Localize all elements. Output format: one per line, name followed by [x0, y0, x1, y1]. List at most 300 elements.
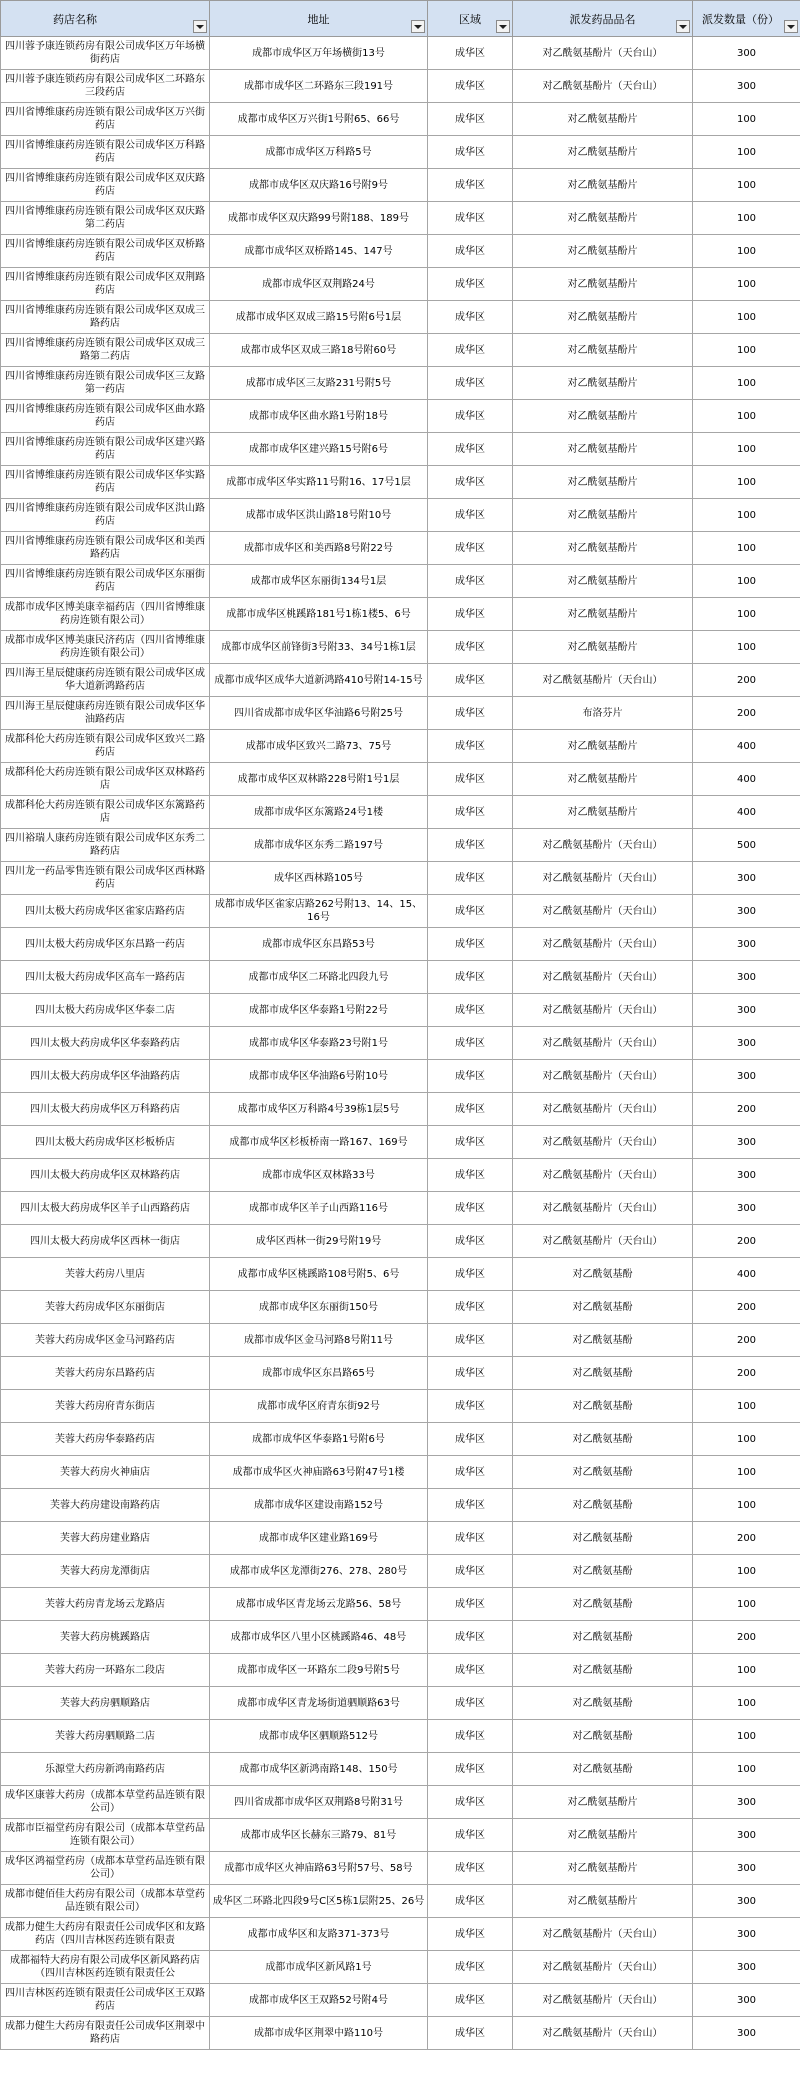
- quantity-cell[interactable]: 300: [693, 1126, 800, 1159]
- address-cell[interactable]: 成华区二环路北四段9号C区5栋1层附25、26号: [210, 1885, 428, 1918]
- store-name-cell[interactable]: 芙蓉大药房建业路店: [1, 1522, 210, 1555]
- address-cell[interactable]: 成都市成华区新风路1号: [210, 1951, 428, 1984]
- address-cell[interactable]: 成都市成华区一环路东二段9号附5号: [210, 1654, 428, 1687]
- address-cell[interactable]: 成都市成华区万年场横街13号: [210, 37, 428, 70]
- address-cell[interactable]: 成都市成华区双荆路24号: [210, 268, 428, 301]
- medicine-cell[interactable]: 对乙酰氨基酚片: [513, 631, 693, 664]
- quantity-cell[interactable]: 100: [693, 301, 800, 334]
- medicine-cell[interactable]: 对乙酰氨基酚: [513, 1621, 693, 1654]
- store-name-cell[interactable]: 四川海王星辰健康药房连锁有限公司成华区成华大道新鸿路药店: [1, 664, 210, 697]
- district-cell[interactable]: 成华区: [428, 895, 513, 928]
- store-name-cell[interactable]: 四川省博维康药房连锁有限公司成华区双荆路药店: [1, 268, 210, 301]
- quantity-cell[interactable]: 200: [693, 1357, 800, 1390]
- medicine-cell[interactable]: 对乙酰氨基酚片（天台山）: [513, 1225, 693, 1258]
- quantity-cell[interactable]: 100: [693, 532, 800, 565]
- quantity-cell[interactable]: 100: [693, 1588, 800, 1621]
- store-name-cell[interactable]: 芙蓉大药房桃蹊路店: [1, 1621, 210, 1654]
- quantity-cell[interactable]: 300: [693, 1984, 800, 2017]
- address-cell[interactable]: 成都市成华区杉板桥南一路167、169号: [210, 1126, 428, 1159]
- address-cell[interactable]: 成都市成华区青龙场云龙路56、58号: [210, 1588, 428, 1621]
- store-name-cell[interactable]: 四川省博维康药房连锁有限公司成华区三友路第一药店: [1, 367, 210, 400]
- medicine-cell[interactable]: 对乙酰氨基酚片: [513, 763, 693, 796]
- store-name-cell[interactable]: 四川省博维康药房连锁有限公司成华区万兴街药店: [1, 103, 210, 136]
- quantity-cell[interactable]: 300: [693, 2017, 800, 2050]
- store-name-cell[interactable]: 四川太极大药房成华区华泰二店: [1, 994, 210, 1027]
- district-cell[interactable]: 成华区: [428, 1918, 513, 1951]
- medicine-cell[interactable]: 对乙酰氨基酚片: [513, 400, 693, 433]
- medicine-cell[interactable]: 对乙酰氨基酚片（天台山）: [513, 1027, 693, 1060]
- store-name-cell[interactable]: 四川蓉予康连锁药房有限公司成华区万年场横街药店: [1, 37, 210, 70]
- quantity-cell[interactable]: 300: [693, 1786, 800, 1819]
- address-cell[interactable]: 成都市成华区华实路11号附16、17号1层: [210, 466, 428, 499]
- medicine-cell[interactable]: 对乙酰氨基酚片（天台山）: [513, 895, 693, 928]
- address-cell[interactable]: 成都市成华区桃蹊路181号1栋1楼5、6号: [210, 598, 428, 631]
- district-cell[interactable]: 成华区: [428, 1357, 513, 1390]
- medicine-cell[interactable]: 对乙酰氨基酚: [513, 1456, 693, 1489]
- quantity-cell[interactable]: 500: [693, 829, 800, 862]
- district-cell[interactable]: 成华区: [428, 301, 513, 334]
- store-name-cell[interactable]: 芙蓉大药房建设南路药店: [1, 1489, 210, 1522]
- quantity-cell[interactable]: 100: [693, 1687, 800, 1720]
- store-name-cell[interactable]: 四川省博维康药房连锁有限公司成华区建兴路药店: [1, 433, 210, 466]
- quantity-cell[interactable]: 300: [693, 994, 800, 1027]
- district-cell[interactable]: 成华区: [428, 1951, 513, 1984]
- filter-dropdown-button[interactable]: [193, 20, 207, 33]
- quantity-cell[interactable]: 200: [693, 697, 800, 730]
- address-cell[interactable]: 成都市成华区建业路169号: [210, 1522, 428, 1555]
- quantity-cell[interactable]: 300: [693, 70, 800, 103]
- district-cell[interactable]: 成华区: [428, 1093, 513, 1126]
- address-cell[interactable]: 成都市成华区府青东街92号: [210, 1390, 428, 1423]
- store-name-cell[interactable]: 芙蓉大药房驷顺路二店: [1, 1720, 210, 1753]
- quantity-cell[interactable]: 300: [693, 1819, 800, 1852]
- address-cell[interactable]: 成都市成华区二环路北四段九号: [210, 961, 428, 994]
- quantity-cell[interactable]: 100: [693, 400, 800, 433]
- filter-dropdown-button[interactable]: [676, 20, 690, 33]
- store-name-cell[interactable]: 四川省博维康药房连锁有限公司成华区曲水路药店: [1, 400, 210, 433]
- store-name-cell[interactable]: 芙蓉大药房龙潭街店: [1, 1555, 210, 1588]
- address-cell[interactable]: 成都市成华区万科路4号39栋1层5号: [210, 1093, 428, 1126]
- district-cell[interactable]: 成华区: [428, 994, 513, 1027]
- quantity-cell[interactable]: 300: [693, 1060, 800, 1093]
- store-name-cell[interactable]: 四川海王星辰健康药房连锁有限公司成华区华油路药店: [1, 697, 210, 730]
- medicine-cell[interactable]: 对乙酰氨基酚片: [513, 1852, 693, 1885]
- district-cell[interactable]: 成华区: [428, 103, 513, 136]
- medicine-cell[interactable]: 对乙酰氨基酚: [513, 1720, 693, 1753]
- address-cell[interactable]: 成都市成华区和美西路8号附22号: [210, 532, 428, 565]
- address-cell[interactable]: 成都市成华区火神庙路63号附57号、58号: [210, 1852, 428, 1885]
- store-name-cell[interactable]: 四川省博维康药房连锁有限公司成华区万科路药店: [1, 136, 210, 169]
- district-cell[interactable]: 成华区: [428, 169, 513, 202]
- quantity-cell[interactable]: 100: [693, 631, 800, 664]
- district-cell[interactable]: 成华区: [428, 1885, 513, 1918]
- address-cell[interactable]: 成都市成华区东昌路65号: [210, 1357, 428, 1390]
- medicine-cell[interactable]: 对乙酰氨基酚片（天台山）: [513, 70, 693, 103]
- quantity-cell[interactable]: 400: [693, 763, 800, 796]
- medicine-cell[interactable]: 对乙酰氨基酚: [513, 1390, 693, 1423]
- district-cell[interactable]: 成华区: [428, 37, 513, 70]
- medicine-cell[interactable]: 对乙酰氨基酚: [513, 1258, 693, 1291]
- medicine-cell[interactable]: 对乙酰氨基酚片: [513, 235, 693, 268]
- quantity-cell[interactable]: 100: [693, 433, 800, 466]
- quantity-cell[interactable]: 100: [693, 1390, 800, 1423]
- quantity-cell[interactable]: 300: [693, 1027, 800, 1060]
- store-name-cell[interactable]: 四川蓉予康连锁药房有限公司成华区二环路东三段药店: [1, 70, 210, 103]
- store-name-cell[interactable]: 四川太极大药房成华区东昌路一药店: [1, 928, 210, 961]
- medicine-cell[interactable]: 对乙酰氨基酚: [513, 1423, 693, 1456]
- store-name-cell[interactable]: 四川裕瑞人康药房连锁有限公司成华区东秀二路药店: [1, 829, 210, 862]
- district-cell[interactable]: 成华区: [428, 631, 513, 664]
- address-cell[interactable]: 成都市成华区洪山路18号附10号: [210, 499, 428, 532]
- district-cell[interactable]: 成华区: [428, 1555, 513, 1588]
- store-name-cell[interactable]: 芙蓉大药房华泰路药店: [1, 1423, 210, 1456]
- medicine-cell[interactable]: 对乙酰氨基酚片: [513, 103, 693, 136]
- address-cell[interactable]: 成都市成华区长赫东三路79、81号: [210, 1819, 428, 1852]
- store-name-cell[interactable]: 成都市成华区博美康幸福药店（四川省博维康药房连锁有限公司）: [1, 598, 210, 631]
- store-name-cell[interactable]: 成都科伦大药房连锁有限公司成华区东篱路药店: [1, 796, 210, 829]
- district-cell[interactable]: 成华区: [428, 1258, 513, 1291]
- store-name-cell[interactable]: 成都科伦大药房连锁有限公司成华区致兴二路药店: [1, 730, 210, 763]
- address-cell[interactable]: 成都市成华区东昌路53号: [210, 928, 428, 961]
- address-cell[interactable]: 成都市成华区双桥路145、147号: [210, 235, 428, 268]
- quantity-cell[interactable]: 400: [693, 796, 800, 829]
- quantity-cell[interactable]: 100: [693, 136, 800, 169]
- medicine-cell[interactable]: 对乙酰氨基酚片: [513, 433, 693, 466]
- quantity-cell[interactable]: 100: [693, 103, 800, 136]
- address-cell[interactable]: 成都市成华区金马河路8号附11号: [210, 1324, 428, 1357]
- store-name-cell[interactable]: 四川省博维康药房连锁有限公司成华区双成三路第二药店: [1, 334, 210, 367]
- address-cell[interactable]: 四川省成都市成华区双荆路8号附31号: [210, 1786, 428, 1819]
- district-cell[interactable]: 成华区: [428, 1225, 513, 1258]
- district-cell[interactable]: 成华区: [428, 202, 513, 235]
- district-cell[interactable]: 成华区: [428, 565, 513, 598]
- quantity-cell[interactable]: 100: [693, 235, 800, 268]
- store-name-cell[interactable]: 四川太极大药房成华区羊子山西路药店: [1, 1192, 210, 1225]
- store-name-cell[interactable]: 四川省博维康药房连锁有限公司成华区和美西路药店: [1, 532, 210, 565]
- quantity-cell[interactable]: 300: [693, 37, 800, 70]
- quantity-cell[interactable]: 200: [693, 664, 800, 697]
- address-cell[interactable]: 成都市成华区火神庙路63号附47号1楼: [210, 1456, 428, 1489]
- medicine-cell[interactable]: 对乙酰氨基酚片: [513, 1885, 693, 1918]
- district-cell[interactable]: 成华区: [428, 1489, 513, 1522]
- medicine-cell[interactable]: 对乙酰氨基酚片: [513, 730, 693, 763]
- store-name-cell[interactable]: 成都福特大药房有限公司成华区新风路药店（四川吉林医药连锁有限责任公: [1, 1951, 210, 1984]
- district-cell[interactable]: 成华区: [428, 961, 513, 994]
- district-cell[interactable]: 成华区: [428, 1192, 513, 1225]
- quantity-cell[interactable]: 400: [693, 730, 800, 763]
- store-name-cell[interactable]: 四川龙一药品零售连锁有限公司成华区西林路药店: [1, 862, 210, 895]
- medicine-cell[interactable]: 对乙酰氨基酚: [513, 1753, 693, 1786]
- district-cell[interactable]: 成华区: [428, 466, 513, 499]
- medicine-cell[interactable]: 对乙酰氨基酚片（天台山）: [513, 2017, 693, 2050]
- medicine-cell[interactable]: 对乙酰氨基酚片（天台山）: [513, 37, 693, 70]
- district-cell[interactable]: 成华区: [428, 235, 513, 268]
- address-cell[interactable]: 成都市成华区荆翠中路110号: [210, 2017, 428, 2050]
- store-name-cell[interactable]: 四川吉林医药连锁有限责任公司成华区王双路药店: [1, 1984, 210, 2017]
- medicine-cell[interactable]: 对乙酰氨基酚: [513, 1555, 693, 1588]
- quantity-cell[interactable]: 200: [693, 1621, 800, 1654]
- district-cell[interactable]: 成华区: [428, 664, 513, 697]
- medicine-cell[interactable]: 对乙酰氨基酚片（天台山）: [513, 664, 693, 697]
- address-cell[interactable]: 成都市成华区建兴路15号附6号: [210, 433, 428, 466]
- address-cell[interactable]: 成都市成华区华泰路23号附1号: [210, 1027, 428, 1060]
- medicine-cell[interactable]: 对乙酰氨基酚片: [513, 301, 693, 334]
- address-cell[interactable]: 成都市成华区东秀二路197号: [210, 829, 428, 862]
- address-cell[interactable]: 成都市成华区双成三路15号附6号1层: [210, 301, 428, 334]
- address-cell[interactable]: 成华区西林路105号: [210, 862, 428, 895]
- medicine-cell[interactable]: 对乙酰氨基酚: [513, 1588, 693, 1621]
- medicine-cell[interactable]: 对乙酰氨基酚片: [513, 1819, 693, 1852]
- district-cell[interactable]: 成华区: [428, 1654, 513, 1687]
- address-cell[interactable]: 四川省成都市成华区华油路6号附25号: [210, 697, 428, 730]
- medicine-cell[interactable]: 对乙酰氨基酚片: [513, 565, 693, 598]
- quantity-cell[interactable]: 200: [693, 1324, 800, 1357]
- quantity-cell[interactable]: 200: [693, 1093, 800, 1126]
- medicine-cell[interactable]: 对乙酰氨基酚片（天台山）: [513, 862, 693, 895]
- address-cell[interactable]: 成都市成华区双庆路99号附188、189号: [210, 202, 428, 235]
- quantity-cell[interactable]: 300: [693, 928, 800, 961]
- address-cell[interactable]: 成都市成华区华泰路1号附22号: [210, 994, 428, 1027]
- district-cell[interactable]: 成华区: [428, 1687, 513, 1720]
- medicine-cell[interactable]: 对乙酰氨基酚片（天台山）: [513, 961, 693, 994]
- store-name-cell[interactable]: 芙蓉大药房成华区金马河路药店: [1, 1324, 210, 1357]
- medicine-cell[interactable]: 对乙酰氨基酚片（天台山）: [513, 928, 693, 961]
- store-name-cell[interactable]: 成都力健生大药房有限责任公司成华区和友路药店（四川吉林医药连锁有限责: [1, 1918, 210, 1951]
- quantity-cell[interactable]: 100: [693, 598, 800, 631]
- address-cell[interactable]: 成都市成华区东丽街150号: [210, 1291, 428, 1324]
- district-cell[interactable]: 成华区: [428, 862, 513, 895]
- district-cell[interactable]: 成华区: [428, 1852, 513, 1885]
- address-cell[interactable]: 成都市成华区双林路228号附1号1层: [210, 763, 428, 796]
- district-cell[interactable]: 成华区: [428, 1060, 513, 1093]
- store-name-cell[interactable]: 芙蓉大药房火神庙店: [1, 1456, 210, 1489]
- quantity-cell[interactable]: 200: [693, 1522, 800, 1555]
- store-name-cell[interactable]: 四川太极大药房成华区雀家店路药店: [1, 895, 210, 928]
- medicine-cell[interactable]: 对乙酰氨基酚: [513, 1687, 693, 1720]
- quantity-cell[interactable]: 300: [693, 1951, 800, 1984]
- quantity-cell[interactable]: 300: [693, 1885, 800, 1918]
- medicine-cell[interactable]: 对乙酰氨基酚片（天台山）: [513, 1093, 693, 1126]
- quantity-cell[interactable]: 400: [693, 1258, 800, 1291]
- district-cell[interactable]: 成华区: [428, 829, 513, 862]
- quantity-cell[interactable]: 100: [693, 499, 800, 532]
- district-cell[interactable]: 成华区: [428, 1522, 513, 1555]
- medicine-cell[interactable]: 对乙酰氨基酚: [513, 1291, 693, 1324]
- filter-dropdown-button[interactable]: [784, 20, 798, 33]
- store-name-cell[interactable]: 成都力健生大药房有限责任公司成华区荆翠中路药店: [1, 2017, 210, 2050]
- medicine-cell[interactable]: 对乙酰氨基酚片（天台山）: [513, 1984, 693, 2017]
- store-name-cell[interactable]: 芙蓉大药房驷顺路店: [1, 1687, 210, 1720]
- store-name-cell[interactable]: 四川太极大药房成华区华油路药店: [1, 1060, 210, 1093]
- address-cell[interactable]: 成都市成华区王双路52号附4号: [210, 1984, 428, 2017]
- medicine-cell[interactable]: 对乙酰氨基酚片（天台山）: [513, 1951, 693, 1984]
- district-cell[interactable]: 成华区: [428, 1621, 513, 1654]
- store-name-cell[interactable]: 四川太极大药房成华区华泰路药店: [1, 1027, 210, 1060]
- medicine-cell[interactable]: 对乙酰氨基酚片: [513, 1786, 693, 1819]
- quantity-cell[interactable]: 300: [693, 1192, 800, 1225]
- quantity-cell[interactable]: 100: [693, 268, 800, 301]
- quantity-cell[interactable]: 100: [693, 1456, 800, 1489]
- district-cell[interactable]: 成华区: [428, 1027, 513, 1060]
- store-name-cell[interactable]: 芙蓉大药房东昌路药店: [1, 1357, 210, 1390]
- store-name-cell[interactable]: 四川太极大药房成华区高车一路药店: [1, 961, 210, 994]
- medicine-cell[interactable]: 对乙酰氨基酚片（天台山）: [513, 1126, 693, 1159]
- quantity-cell[interactable]: 300: [693, 1918, 800, 1951]
- quantity-cell[interactable]: 300: [693, 1852, 800, 1885]
- medicine-cell[interactable]: 对乙酰氨基酚片: [513, 202, 693, 235]
- medicine-cell[interactable]: 对乙酰氨基酚片（天台山）: [513, 1159, 693, 1192]
- store-name-cell[interactable]: 成都市健佰佳大药房有限公司（成都本草堂药品连锁有限公司）: [1, 1885, 210, 1918]
- store-name-cell[interactable]: 芙蓉大药房一环路东二段店: [1, 1654, 210, 1687]
- address-cell[interactable]: 成都市成华区万兴街1号附65、66号: [210, 103, 428, 136]
- address-cell[interactable]: 成都市成华区羊子山西路116号: [210, 1192, 428, 1225]
- address-cell[interactable]: 成都市成华区东丽街134号1层: [210, 565, 428, 598]
- quantity-cell[interactable]: 100: [693, 565, 800, 598]
- address-cell[interactable]: 成都市成华区华泰路1号附6号: [210, 1423, 428, 1456]
- quantity-cell[interactable]: 300: [693, 1159, 800, 1192]
- address-cell[interactable]: 成都市成华区成华大道新鸿路410号附14-15号: [210, 664, 428, 697]
- district-cell[interactable]: 成华区: [428, 1324, 513, 1357]
- address-cell[interactable]: 成都市成华区龙潭街276、278、280号: [210, 1555, 428, 1588]
- medicine-cell[interactable]: 对乙酰氨基酚片: [513, 367, 693, 400]
- address-cell[interactable]: 成都市成华区新鸿南路148、150号: [210, 1753, 428, 1786]
- quantity-cell[interactable]: 100: [693, 1720, 800, 1753]
- district-cell[interactable]: 成华区: [428, 928, 513, 961]
- medicine-cell[interactable]: 对乙酰氨基酚片（天台山）: [513, 1192, 693, 1225]
- district-cell[interactable]: 成华区: [428, 1984, 513, 2017]
- quantity-cell[interactable]: 100: [693, 334, 800, 367]
- district-cell[interactable]: 成华区: [428, 70, 513, 103]
- quantity-cell[interactable]: 100: [693, 1654, 800, 1687]
- district-cell[interactable]: 成华区: [428, 367, 513, 400]
- address-cell[interactable]: 成都市成华区双成三路18号附60号: [210, 334, 428, 367]
- store-name-cell[interactable]: 四川太极大药房成华区西林一街店: [1, 1225, 210, 1258]
- district-cell[interactable]: 成华区: [428, 1159, 513, 1192]
- quantity-cell[interactable]: 100: [693, 466, 800, 499]
- district-cell[interactable]: 成华区: [428, 763, 513, 796]
- district-cell[interactable]: 成华区: [428, 1126, 513, 1159]
- address-cell[interactable]: 成都市成华区双庆路16号附9号: [210, 169, 428, 202]
- quantity-cell[interactable]: 100: [693, 202, 800, 235]
- medicine-cell[interactable]: 对乙酰氨基酚: [513, 1357, 693, 1390]
- quantity-cell[interactable]: 100: [693, 1489, 800, 1522]
- store-name-cell[interactable]: 四川省博维康药房连锁有限公司成华区华实路药店: [1, 466, 210, 499]
- district-cell[interactable]: 成华区: [428, 598, 513, 631]
- store-name-cell[interactable]: 成华区康蓉大药房（成都本草堂药品连锁有限公司）: [1, 1786, 210, 1819]
- district-cell[interactable]: 成华区: [428, 268, 513, 301]
- store-name-cell[interactable]: 芙蓉大药房成华区东丽街店: [1, 1291, 210, 1324]
- district-cell[interactable]: 成华区: [428, 400, 513, 433]
- filter-dropdown-button[interactable]: [411, 20, 425, 33]
- store-name-cell[interactable]: 芙蓉大药房八里店: [1, 1258, 210, 1291]
- quantity-cell[interactable]: 100: [693, 1423, 800, 1456]
- quantity-cell[interactable]: 300: [693, 895, 800, 928]
- district-cell[interactable]: 成华区: [428, 1456, 513, 1489]
- district-cell[interactable]: 成华区: [428, 730, 513, 763]
- store-name-cell[interactable]: 四川太极大药房成华区双林路药店: [1, 1159, 210, 1192]
- filter-dropdown-button[interactable]: [496, 20, 510, 33]
- medicine-cell[interactable]: 对乙酰氨基酚片: [513, 136, 693, 169]
- medicine-cell[interactable]: 对乙酰氨基酚: [513, 1489, 693, 1522]
- address-cell[interactable]: 成都市成华区驷顺路512号: [210, 1720, 428, 1753]
- store-name-cell[interactable]: 乐源堂大药房新鸿南路药店: [1, 1753, 210, 1786]
- store-name-cell[interactable]: 成都市成华区博美康民济药店（四川省博维康药房连锁有限公司）: [1, 631, 210, 664]
- district-cell[interactable]: 成华区: [428, 796, 513, 829]
- quantity-cell[interactable]: 300: [693, 862, 800, 895]
- medicine-cell[interactable]: 对乙酰氨基酚片: [513, 499, 693, 532]
- store-name-cell[interactable]: 芙蓉大药房青龙场云龙路店: [1, 1588, 210, 1621]
- medicine-cell[interactable]: 对乙酰氨基酚: [513, 1522, 693, 1555]
- medicine-cell[interactable]: 对乙酰氨基酚片（天台山）: [513, 829, 693, 862]
- address-cell[interactable]: 成都市成华区前锋街3号附33、34号1栋1层: [210, 631, 428, 664]
- address-cell[interactable]: 成都市成华区华油路6号附10号: [210, 1060, 428, 1093]
- medicine-cell[interactable]: 对乙酰氨基酚片: [513, 796, 693, 829]
- store-name-cell[interactable]: 四川太极大药房成华区万科路药店: [1, 1093, 210, 1126]
- quantity-cell[interactable]: 100: [693, 1555, 800, 1588]
- address-cell[interactable]: 成华区西林一街29号附19号: [210, 1225, 428, 1258]
- quantity-cell[interactable]: 100: [693, 1753, 800, 1786]
- address-cell[interactable]: 成都市成华区双林路33号: [210, 1159, 428, 1192]
- address-cell[interactable]: 成都市成华区桃蹊路108号附5、6号: [210, 1258, 428, 1291]
- address-cell[interactable]: 成都市成华区三友路231号附5号: [210, 367, 428, 400]
- address-cell[interactable]: 成都市成华区曲水路1号附18号: [210, 400, 428, 433]
- district-cell[interactable]: 成华区: [428, 1588, 513, 1621]
- medicine-cell[interactable]: 对乙酰氨基酚片: [513, 532, 693, 565]
- district-cell[interactable]: 成华区: [428, 433, 513, 466]
- medicine-cell[interactable]: 对乙酰氨基酚片: [513, 169, 693, 202]
- district-cell[interactable]: 成华区: [428, 136, 513, 169]
- quantity-cell[interactable]: 200: [693, 1291, 800, 1324]
- district-cell[interactable]: 成华区: [428, 1720, 513, 1753]
- medicine-cell[interactable]: 对乙酰氨基酚: [513, 1324, 693, 1357]
- medicine-cell[interactable]: 对乙酰氨基酚片: [513, 268, 693, 301]
- address-cell[interactable]: 成都市成华区致兴二路73、75号: [210, 730, 428, 763]
- quantity-cell[interactable]: 100: [693, 367, 800, 400]
- quantity-cell[interactable]: 100: [693, 169, 800, 202]
- medicine-cell[interactable]: 对乙酰氨基酚: [513, 1654, 693, 1687]
- store-name-cell[interactable]: 四川省博维康药房连锁有限公司成华区双桥路药店: [1, 235, 210, 268]
- district-cell[interactable]: 成华区: [428, 1390, 513, 1423]
- store-name-cell[interactable]: 芙蓉大药房府青东街店: [1, 1390, 210, 1423]
- district-cell[interactable]: 成华区: [428, 499, 513, 532]
- medicine-cell[interactable]: 布洛芬片: [513, 697, 693, 730]
- store-name-cell[interactable]: 四川省博维康药房连锁有限公司成华区双庆路药店: [1, 169, 210, 202]
- district-cell[interactable]: 成华区: [428, 1423, 513, 1456]
- address-cell[interactable]: 成都市成华区青龙场街道驷顺路63号: [210, 1687, 428, 1720]
- address-cell[interactable]: 成都市成华区雀家店路262号附13、14、15、16号: [210, 895, 428, 928]
- address-cell[interactable]: 成都市成华区建设南路152号: [210, 1489, 428, 1522]
- store-name-cell[interactable]: 四川省博维康药房连锁有限公司成华区双庆路第二药店: [1, 202, 210, 235]
- medicine-cell[interactable]: 对乙酰氨基酚片: [513, 334, 693, 367]
- store-name-cell[interactable]: 成都科伦大药房连锁有限公司成华区双林路药店: [1, 763, 210, 796]
- store-name-cell[interactable]: 成都市臣福堂药房有限公司（成都本草堂药品连锁有限公司）: [1, 1819, 210, 1852]
- district-cell[interactable]: 成华区: [428, 1291, 513, 1324]
- medicine-cell[interactable]: 对乙酰氨基酚片: [513, 598, 693, 631]
- district-cell[interactable]: 成华区: [428, 1786, 513, 1819]
- address-cell[interactable]: 成都市成华区万科路5号: [210, 136, 428, 169]
- store-name-cell[interactable]: 四川省博维康药房连锁有限公司成华区东丽街药店: [1, 565, 210, 598]
- district-cell[interactable]: 成华区: [428, 532, 513, 565]
- store-name-cell[interactable]: 成华区鸿福堂药房（成都本草堂药品连锁有限公司）: [1, 1852, 210, 1885]
- district-cell[interactable]: 成华区: [428, 334, 513, 367]
- medicine-cell[interactable]: 对乙酰氨基酚片: [513, 466, 693, 499]
- address-cell[interactable]: 成都市成华区二环路东三段191号: [210, 70, 428, 103]
- medicine-cell[interactable]: 对乙酰氨基酚片（天台山）: [513, 1918, 693, 1951]
- medicine-cell[interactable]: 对乙酰氨基酚片（天台山）: [513, 1060, 693, 1093]
- medicine-cell[interactable]: 对乙酰氨基酚片（天台山）: [513, 994, 693, 1027]
- address-cell[interactable]: 成都市成华区和友路371-373号: [210, 1918, 428, 1951]
- district-cell[interactable]: 成华区: [428, 1819, 513, 1852]
